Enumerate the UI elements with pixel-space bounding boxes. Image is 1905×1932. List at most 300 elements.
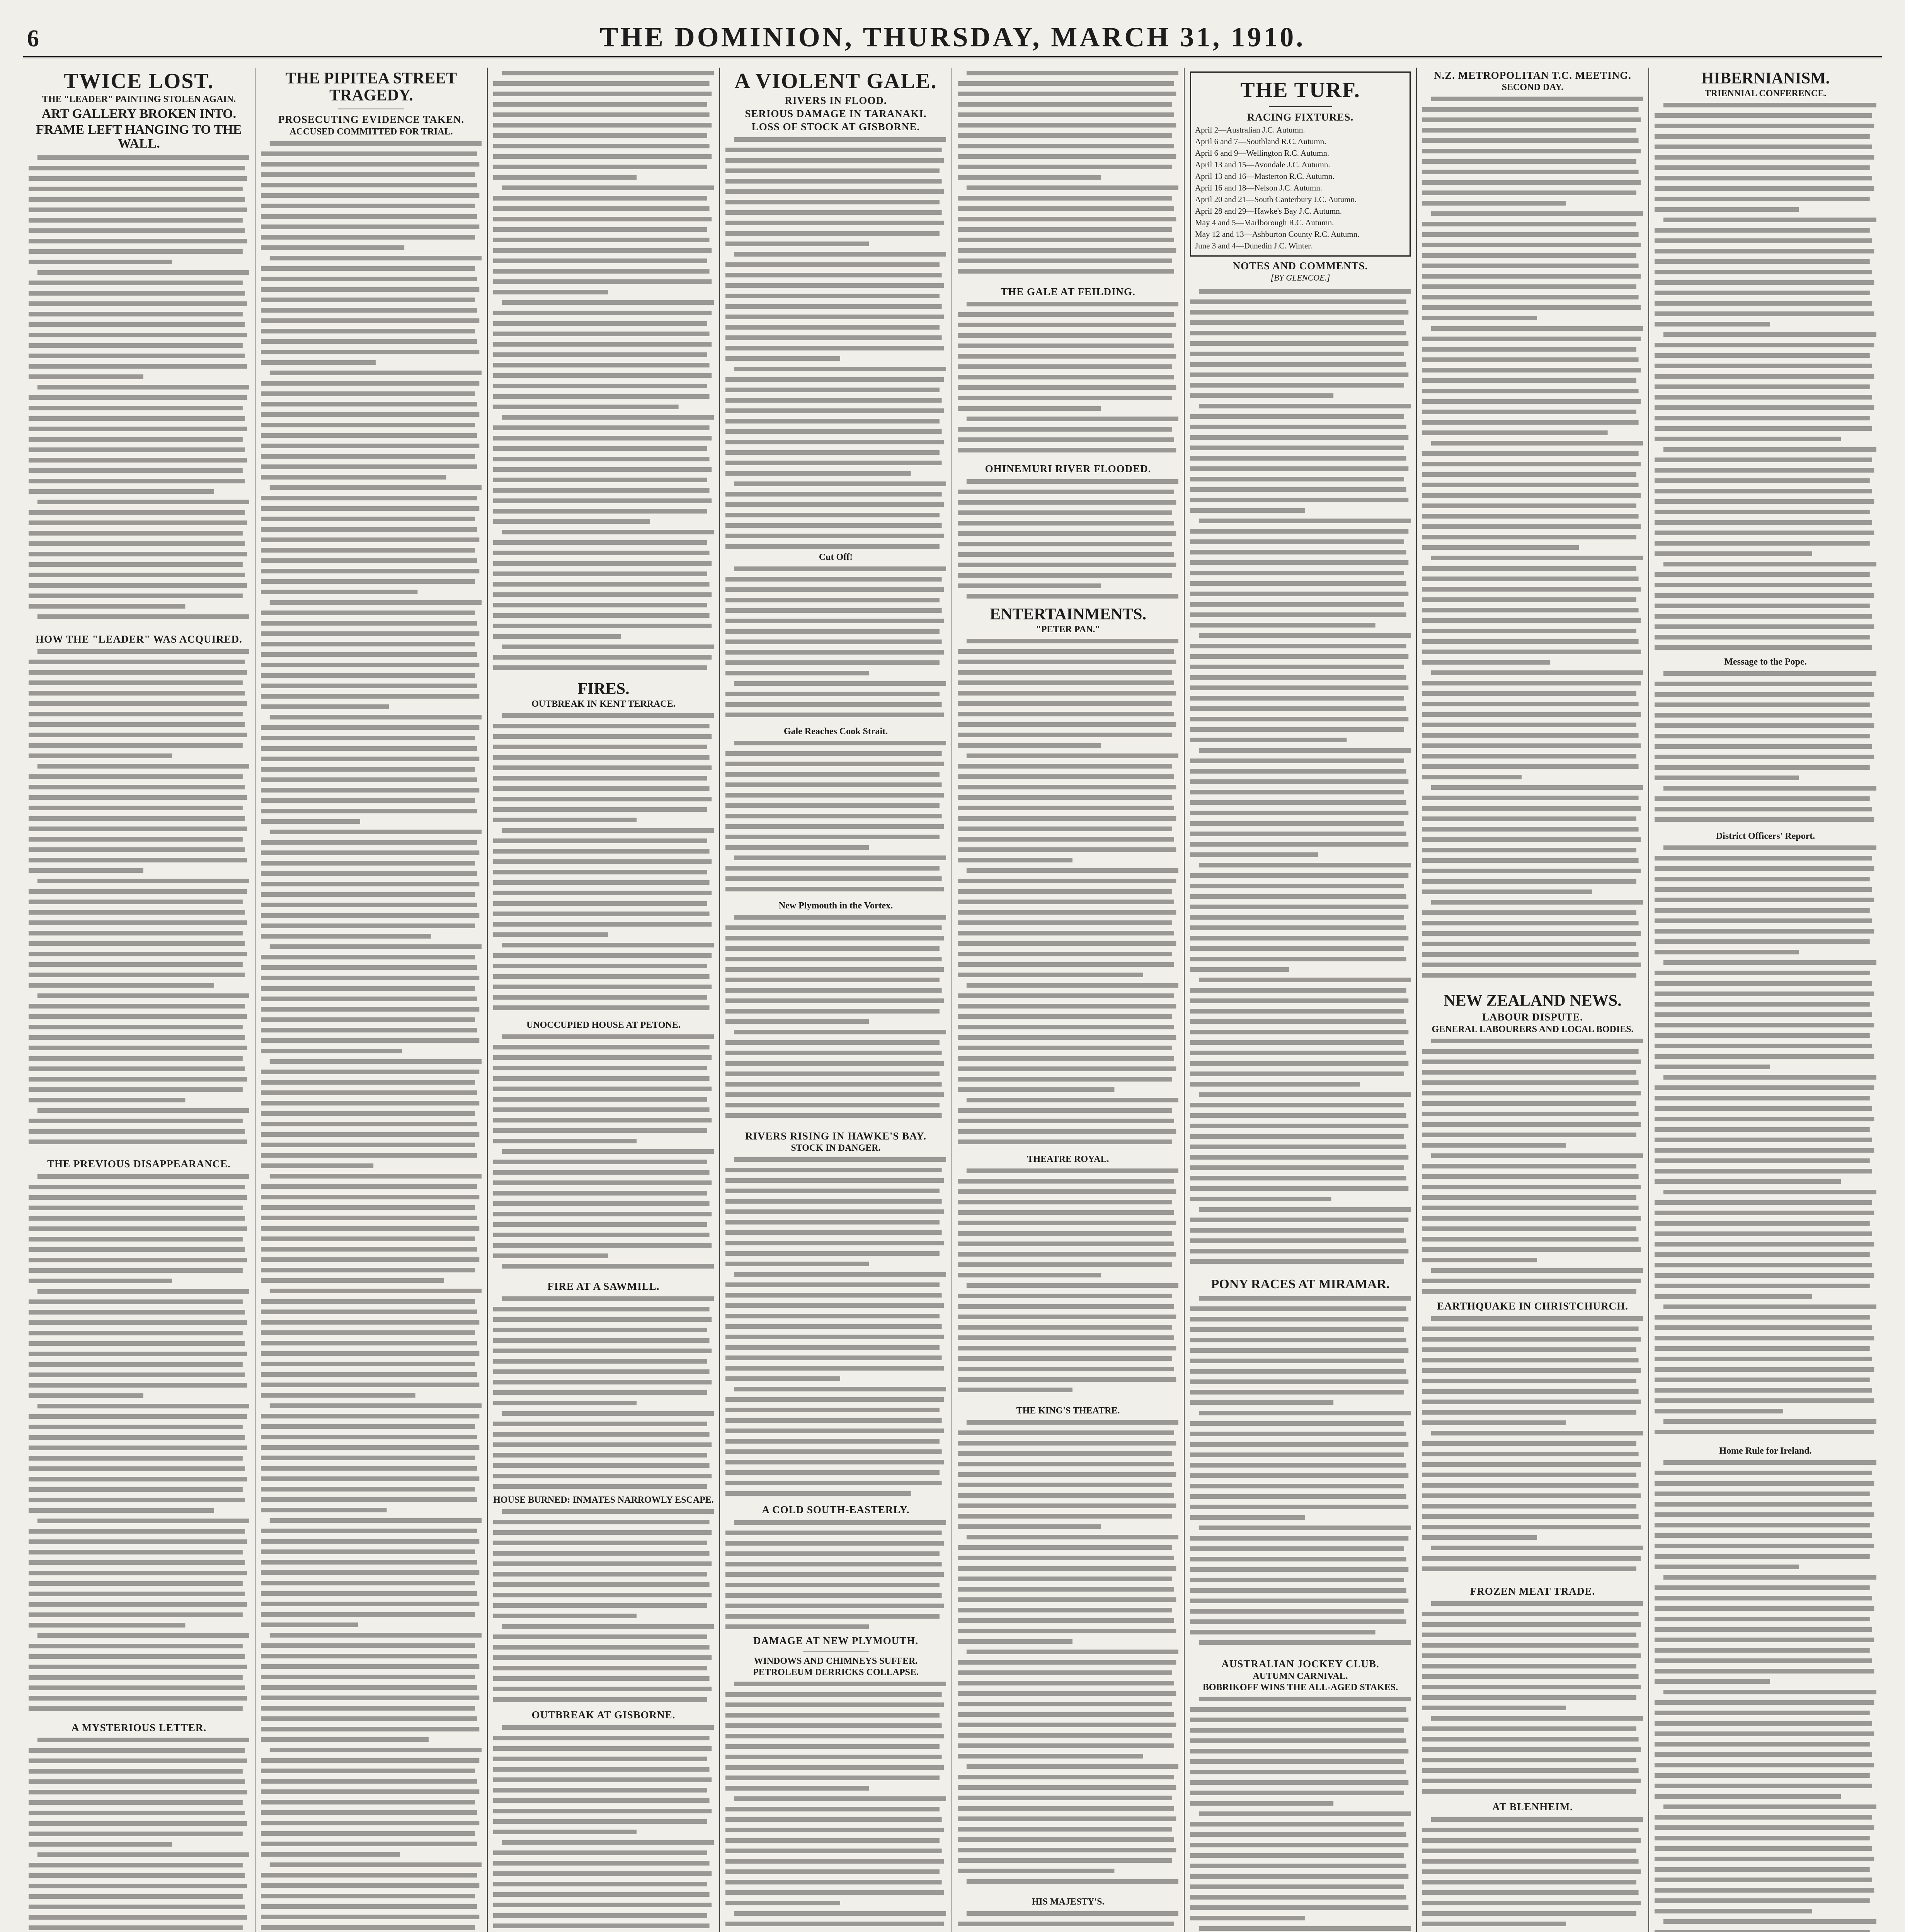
article-body xyxy=(1190,1694,1411,1932)
article-body xyxy=(29,646,249,1156)
text-line xyxy=(493,859,712,864)
text-line xyxy=(493,838,707,843)
text-line xyxy=(958,1493,1174,1498)
text-line xyxy=(29,806,243,810)
article-body xyxy=(1190,286,1411,1275)
text-line xyxy=(261,1560,477,1565)
text-line xyxy=(958,816,1176,821)
text-line xyxy=(29,447,245,452)
text-line xyxy=(1422,284,1636,289)
text-line xyxy=(1422,451,1639,456)
text-line xyxy=(261,1925,475,1930)
text-line xyxy=(261,1664,479,1669)
text-line xyxy=(725,304,942,309)
text-line xyxy=(734,1520,946,1525)
text-line xyxy=(958,1670,1172,1675)
text-line xyxy=(1190,1843,1408,1847)
text-line xyxy=(1422,942,1636,946)
text-line xyxy=(725,1314,940,1318)
text-line xyxy=(725,967,944,972)
text-line xyxy=(725,1009,940,1014)
text-line xyxy=(958,858,1073,862)
text-line xyxy=(958,1723,1176,1727)
text-line xyxy=(1190,873,1408,878)
text-line xyxy=(1190,539,1404,544)
text-line xyxy=(1190,727,1404,732)
text-line xyxy=(725,1376,840,1381)
text-line xyxy=(1422,889,1592,894)
text-line xyxy=(493,1913,707,1918)
text-line xyxy=(1655,950,1799,954)
text-line xyxy=(493,765,712,770)
text-line xyxy=(493,248,712,253)
text-line xyxy=(29,1331,243,1335)
text-line xyxy=(29,176,247,181)
text-line xyxy=(1190,1536,1408,1541)
text-line xyxy=(1190,675,1406,680)
text-line xyxy=(1422,848,1636,852)
text-line xyxy=(725,1418,942,1423)
text-line xyxy=(261,308,477,313)
text-line xyxy=(261,1570,479,1575)
text-line xyxy=(958,931,1174,935)
text-line xyxy=(29,1581,243,1586)
text-line xyxy=(958,583,1101,588)
text-line xyxy=(734,681,946,686)
text-line xyxy=(502,645,714,649)
article-body xyxy=(493,1722,714,1932)
text-line xyxy=(958,993,1174,998)
text-line xyxy=(29,301,247,306)
text-line xyxy=(493,394,710,399)
text-line xyxy=(958,1441,1176,1446)
text-line xyxy=(1422,1911,1636,1916)
list-item: April 6 and 7—Southland R.C. Autumn. xyxy=(1195,137,1326,146)
article-body xyxy=(725,1679,946,1932)
text-line xyxy=(1422,1890,1639,1895)
text-line xyxy=(493,1128,707,1133)
text-line xyxy=(261,1341,477,1345)
text-line xyxy=(1422,305,1641,310)
text-line xyxy=(958,680,1174,685)
text-line xyxy=(29,197,245,202)
text-line xyxy=(725,988,942,993)
column-turf xyxy=(1185,68,1417,1932)
subhead: A COLD SOUTH-EASTERLY. xyxy=(762,1504,910,1516)
text-line xyxy=(493,1453,707,1458)
text-line xyxy=(270,944,482,949)
text-line xyxy=(29,1139,247,1144)
text-line xyxy=(493,165,707,169)
text-line xyxy=(29,827,247,831)
text-line xyxy=(1422,347,1636,352)
text-line xyxy=(734,252,946,257)
text-line xyxy=(261,1268,475,1272)
text-line xyxy=(1190,1874,1408,1879)
text-line xyxy=(1655,1857,1874,1861)
text-line xyxy=(967,1098,1178,1102)
text-line xyxy=(29,1014,247,1019)
text-line xyxy=(261,266,475,271)
text-line xyxy=(1655,1544,1874,1548)
text-line xyxy=(1655,583,1872,587)
article-body xyxy=(958,68,1178,284)
text-line xyxy=(1422,483,1639,487)
text-line xyxy=(1199,1526,1411,1530)
text-line xyxy=(1199,404,1411,408)
text-line xyxy=(493,912,710,916)
text-line xyxy=(1190,1557,1406,1561)
text-line xyxy=(29,1675,243,1680)
text-line xyxy=(958,1231,1172,1236)
text-line xyxy=(502,1296,714,1301)
text-line xyxy=(725,1460,944,1464)
text-line xyxy=(958,238,1174,242)
text-line xyxy=(1190,894,1406,899)
text-line xyxy=(29,1098,185,1102)
text-line xyxy=(1190,1369,1406,1374)
text-line xyxy=(1655,416,1870,420)
article-body xyxy=(1422,1036,1643,1298)
text-line xyxy=(958,1108,1172,1113)
text-line xyxy=(1422,493,1641,498)
text-line xyxy=(29,1560,245,1565)
text-line xyxy=(958,1639,1073,1644)
text-line xyxy=(967,1650,1178,1654)
text-line xyxy=(1190,1442,1408,1447)
text-line xyxy=(493,238,710,242)
text-line xyxy=(958,764,1172,769)
text-line xyxy=(261,1706,475,1711)
text-line xyxy=(1422,1122,1641,1127)
text-line xyxy=(261,840,477,845)
text-line xyxy=(261,1716,477,1721)
text-line xyxy=(29,680,243,685)
text-line xyxy=(261,903,477,907)
text-line xyxy=(725,1241,944,1245)
text-line xyxy=(1663,1190,1876,1194)
text-line xyxy=(1655,1481,1874,1486)
text-line xyxy=(1190,1452,1404,1457)
text-line xyxy=(1190,1749,1408,1753)
text-line xyxy=(493,446,707,451)
text-line xyxy=(725,1744,940,1749)
text-line xyxy=(29,1696,247,1701)
text-line xyxy=(29,1310,245,1315)
text-line xyxy=(1655,270,1872,274)
text-line xyxy=(1422,410,1636,414)
list-item: April 20 and 21—South Canterbury J.C. Autumn. xyxy=(1195,195,1357,204)
section-heading: Gale Reaches Cook Strait. xyxy=(783,726,888,736)
text-line xyxy=(967,185,1178,190)
text-line xyxy=(734,1157,946,1162)
text-line xyxy=(261,1769,475,1773)
text-line xyxy=(261,1153,477,1158)
text-line xyxy=(1199,978,1411,982)
text-line xyxy=(1655,353,1870,358)
text-line xyxy=(261,1163,373,1168)
text-line xyxy=(958,1200,1172,1204)
text-line xyxy=(734,1796,946,1801)
text-line xyxy=(1422,650,1641,654)
text-line xyxy=(1422,1347,1636,1352)
text-line xyxy=(958,1139,1172,1144)
text-line xyxy=(29,1299,243,1304)
text-line xyxy=(493,1892,710,1897)
text-line xyxy=(261,788,479,793)
text-line xyxy=(958,973,1143,977)
text-line xyxy=(493,290,608,294)
text-line xyxy=(261,1330,475,1335)
text-line xyxy=(29,395,247,400)
text-lines xyxy=(958,1165,1178,1405)
text-line xyxy=(725,876,942,881)
text-line xyxy=(725,221,944,225)
text-line xyxy=(1422,754,1636,759)
text-line xyxy=(967,1535,1178,1539)
text-line xyxy=(1663,1460,1876,1465)
headline: THE TURF. xyxy=(1240,78,1360,102)
section-heading: District Officers' Report. xyxy=(1716,831,1815,842)
text-line xyxy=(261,725,479,730)
text-line xyxy=(958,1472,1176,1477)
text-line xyxy=(1422,764,1639,769)
subhead: OUTBREAK AT GISBORNE. xyxy=(531,1709,676,1721)
text-lines xyxy=(1190,1293,1411,1656)
text-line xyxy=(1422,378,1636,383)
text-line xyxy=(1422,566,1636,571)
text-line xyxy=(1663,332,1876,337)
text-line xyxy=(1422,399,1641,404)
text-line xyxy=(958,1587,1174,1592)
text-line xyxy=(29,583,247,588)
text-line xyxy=(967,479,1178,484)
text-line xyxy=(1190,1609,1404,1614)
text-line xyxy=(1422,952,1639,957)
text-line xyxy=(958,500,1176,505)
column-pipitea xyxy=(255,68,488,1932)
text-line xyxy=(1655,1367,1874,1372)
text-line xyxy=(493,995,707,1000)
text-line xyxy=(1190,685,1408,690)
text-line xyxy=(958,1294,1172,1298)
text-line xyxy=(1655,1231,1872,1236)
text-line xyxy=(493,655,712,660)
text-line xyxy=(29,1654,245,1659)
text-line xyxy=(29,733,247,737)
text-line xyxy=(1655,395,1872,400)
text-line xyxy=(958,1210,1174,1215)
text-line xyxy=(1422,1420,1566,1425)
text-line xyxy=(29,458,247,463)
text-line xyxy=(725,335,942,340)
text-line xyxy=(1655,1627,1872,1632)
text-line xyxy=(1199,1092,1411,1097)
text-line xyxy=(1655,1096,1870,1100)
text-line xyxy=(270,141,482,146)
text-line xyxy=(493,1593,712,1597)
text-line xyxy=(1655,1357,1872,1361)
text-line xyxy=(958,133,1172,138)
text-line xyxy=(29,962,243,967)
text-line xyxy=(29,1748,245,1753)
text-line xyxy=(1655,776,1799,780)
text-line xyxy=(1190,884,1404,888)
text-line xyxy=(493,953,712,958)
text-line xyxy=(725,1355,942,1360)
text-line xyxy=(493,1767,710,1772)
subhead: GENERAL LABOURERS AND LOCAL BODIES. xyxy=(1432,1024,1634,1034)
text-line xyxy=(261,496,477,500)
text-line xyxy=(493,488,710,493)
text-lines xyxy=(958,636,1178,1153)
text-line xyxy=(725,1604,944,1608)
text-line xyxy=(1431,1039,1643,1043)
text-line xyxy=(1655,1294,1812,1299)
text-lines xyxy=(493,68,714,678)
text-line xyxy=(1422,1049,1639,1054)
text-line xyxy=(958,1848,1176,1852)
text-line xyxy=(1422,1216,1641,1221)
text-line xyxy=(1655,1669,1874,1673)
text-line xyxy=(261,1643,475,1648)
text-line xyxy=(958,1514,1172,1519)
text-line xyxy=(1655,1596,1872,1600)
text-line xyxy=(958,1608,1172,1612)
text-line xyxy=(1190,1238,1406,1243)
list-item: April 6 and 9—Wellington R.C. Autumn. xyxy=(1195,148,1330,158)
text-line xyxy=(725,325,940,330)
text-line xyxy=(1663,1575,1876,1580)
text-line xyxy=(725,1551,940,1556)
text-line xyxy=(29,228,245,233)
text-line xyxy=(270,1633,482,1638)
text-line xyxy=(261,537,479,542)
text-line xyxy=(29,1446,247,1450)
text-line xyxy=(261,1216,477,1220)
text-line xyxy=(493,1798,710,1803)
text-line xyxy=(37,270,249,275)
text-line xyxy=(261,631,479,636)
text-line xyxy=(958,1221,1176,1225)
text-line xyxy=(29,354,245,358)
text-line xyxy=(725,660,940,665)
text-line xyxy=(502,71,714,75)
text-line xyxy=(1422,1358,1639,1362)
text-line xyxy=(261,245,404,250)
text-line xyxy=(1422,1779,1641,1783)
subhead: ACCUSED COMMITTED FOR TRIAL. xyxy=(289,126,453,137)
subhead: N.Z. METROPOLITAN T.C. MEETING. xyxy=(1433,70,1632,81)
text-line xyxy=(958,1304,1174,1309)
text-lines xyxy=(29,646,249,1156)
text-line xyxy=(725,1583,940,1587)
text-line xyxy=(1422,128,1636,133)
subhead: RACING FIXTURES. xyxy=(1247,111,1354,123)
text-line xyxy=(1190,372,1408,377)
text-line xyxy=(958,1922,1174,1926)
text-line xyxy=(261,579,475,584)
text-line xyxy=(725,1293,942,1298)
text-line xyxy=(29,1529,245,1534)
text-line xyxy=(1655,1794,1841,1799)
text-line xyxy=(1422,1685,1641,1689)
text-line xyxy=(1655,520,1872,525)
text-line xyxy=(1190,1071,1404,1076)
text-line xyxy=(725,1345,940,1350)
text-line xyxy=(493,624,712,628)
text-line xyxy=(1199,1207,1411,1212)
text-line xyxy=(958,406,1101,411)
text-line xyxy=(958,1566,1176,1571)
text-line xyxy=(1190,665,1404,669)
text-line xyxy=(1655,1012,1872,1017)
text-line xyxy=(502,943,714,947)
subhead: SERIOUS DAMAGE IN TARANAKI. xyxy=(745,108,927,120)
text-line xyxy=(1422,430,1608,435)
text-line xyxy=(261,360,376,365)
text-line xyxy=(1655,692,1874,697)
text-line xyxy=(1190,654,1408,659)
text-line xyxy=(725,1702,944,1707)
text-line xyxy=(29,187,243,191)
text-line xyxy=(493,478,707,482)
text-line xyxy=(1190,341,1408,346)
text-line xyxy=(958,1315,1176,1319)
text-line xyxy=(261,673,475,678)
text-line xyxy=(1422,420,1639,425)
text-line xyxy=(493,1201,710,1206)
text-line xyxy=(29,1873,245,1878)
text-line xyxy=(1422,816,1636,821)
text-line xyxy=(261,1529,477,1533)
text-line xyxy=(1655,1930,1870,1932)
text-line xyxy=(1655,1554,1870,1559)
text-line xyxy=(967,1911,1178,1916)
article-body xyxy=(493,1506,714,1707)
text-line xyxy=(261,1017,475,1022)
text-line xyxy=(734,137,946,142)
text-line xyxy=(725,639,942,644)
text-line xyxy=(1199,519,1411,523)
text-line xyxy=(29,952,247,956)
text-line xyxy=(261,892,475,897)
text-line xyxy=(29,1623,185,1628)
text-line xyxy=(1190,706,1406,711)
text-line xyxy=(261,882,479,886)
masthead xyxy=(23,21,1882,58)
text-line xyxy=(261,1696,479,1700)
text-line xyxy=(493,665,707,670)
text-line xyxy=(261,402,477,406)
text-lines xyxy=(1422,94,1643,990)
text-line xyxy=(1422,1473,1636,1477)
text-line xyxy=(37,155,249,160)
text-line xyxy=(493,1819,707,1824)
text-line xyxy=(261,1581,475,1585)
text-line xyxy=(493,1139,637,1143)
text-line xyxy=(493,269,710,274)
text-line xyxy=(261,1414,479,1418)
subhead: RIVERS RISING IN HAWKE'S BAY. xyxy=(745,1130,926,1142)
text-line xyxy=(958,743,1101,748)
text-line xyxy=(725,429,942,434)
text-line xyxy=(261,339,477,344)
text-line xyxy=(1422,1237,1639,1242)
column-twice-lost xyxy=(23,68,255,1932)
text-line xyxy=(958,1733,1172,1738)
text-line xyxy=(493,1180,712,1185)
